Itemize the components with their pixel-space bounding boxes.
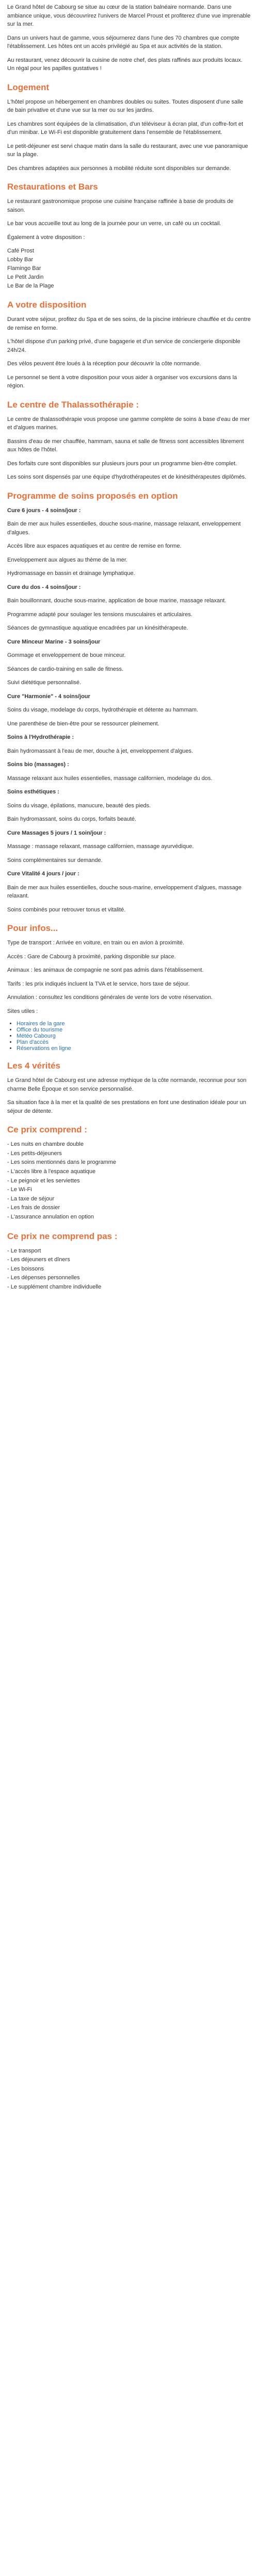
section-thalasso [7, 400, 251, 482]
paragraph: L'hôtel dispose d'un parking privé, d'une bagagerie et d'un service de conciergerie disponible 24h/24. [7, 338, 240, 353]
cure-title: Cure Minceur Marine - 3 soins/jour [7, 638, 101, 645]
included-item: - Les nuits en chambre double [7, 1141, 84, 1148]
cure-line: Gommage et enveloppement de boue minceur. [7, 652, 126, 659]
included-item: - L'assurance annulation en option [7, 1213, 94, 1220]
paragraph: Les soins sont dispensés par une équipe d'hydrothérapeutes et de kinésithérapeutes diplômés. [7, 474, 247, 481]
cure-group [7, 788, 251, 824]
section-title: Ce prix ne comprend pas : [7, 1231, 118, 1241]
cure-title: Soins à l'Hydrothérapie : [7, 734, 74, 741]
included-item: - Les soins mentionnés dans le programme [7, 1159, 116, 1166]
useful-link[interactable]: Météo Cabourg [17, 1033, 56, 1040]
cure-line: Bain de mer aux huiles essentielles, douche sous-marine, massage relaxant, enveloppement d'algues. [7, 521, 241, 536]
useful-link[interactable]: Horaires de la gare [17, 1021, 65, 1027]
section-title: A votre disposition [7, 300, 87, 310]
section-infos [7, 923, 251, 1052]
paragraph: Animaux : les animaux de compagnie ne sont pas admis dans l'établissement. [7, 967, 204, 974]
cure-line: Une parenthèse de bien-être pour se ressourcer pleinement. [7, 720, 159, 727]
paragraph: Le Grand hôtel de Cabourg est une adresse mythique de la côte normande, reconnue pour son charme Belle Époque et son service personnalisé. [7, 1077, 247, 1092]
section-title: Restaurations et Bars [7, 182, 98, 192]
paragraph: Le restaurant gastronomique propose une cuisine française raffinée à base de produits de saison. [7, 198, 234, 213]
cure-line: Soins du visage, épilations, manucure, beauté des pieds. [7, 802, 151, 809]
cure-line: Bain hydromassant à l'eau de mer, douche à jet, enveloppement d'algues. [7, 748, 194, 754]
bar-item: Le Bar de la Plage [7, 283, 54, 290]
paragraph: Type de transport : Arrivée en voiture, en train ou en avion à proximité. [7, 940, 185, 946]
bar-item: Café Prost [7, 248, 34, 254]
paragraph: Bassins d'eau de mer chauffée, hammam, sauna et salle de fitness sont accessibles librement aux hôtes de l'hôtel. [7, 438, 244, 453]
cure-group [7, 692, 251, 728]
useful-link[interactable]: Réservations en ligne [17, 1045, 71, 1052]
cure-title: Cure du dos - 4 soins/jour : [7, 584, 81, 590]
paragraph: Des chambres adaptées aux personnes à mobilité réduite sont disponibles sur demande. [7, 165, 231, 172]
included-item: - Le peignoir et les serviettes [7, 1177, 80, 1184]
cure-line: Soins combinés pour retrouver tonus et vitalité. [7, 906, 126, 913]
paragraph: L'hôtel propose un hébergement en chambres doubles ou suites. Toutes disposent d'une salle de bain privative et d'une vue sur la mer ou sur les jardins. [7, 98, 244, 113]
cure-title: Cure Vitalité 4 jours / jour : [7, 871, 79, 877]
useful-link[interactable]: Office du tourisme [17, 1027, 63, 1033]
excluded-item: - Le supplément chambre individuelle [7, 1283, 102, 1290]
cure-group [7, 638, 251, 687]
cure-title: Cure Massages 5 jours / 1 soin/jour : [7, 829, 106, 836]
cure-line: Bain de mer aux huiles essentielles, douche sous-marine, enveloppement d'algues, massage relaxant. [7, 884, 241, 900]
cure-line: Accès libre aux espaces aquatiques et au centre de remise en forme. [7, 543, 182, 550]
intro-paragraph: Dans un univers haut de gamme, vous séjournerez dans l'une des 70 chambres que compte l'établissement. Les hôtes ont un accès privilégié au Spa et aux activités de la station. [7, 35, 239, 49]
section-title: Logement [7, 82, 50, 92]
paragraph: Des vélos peuvent être loués à la réception pour découvrir la côte normande. [7, 361, 201, 367]
cure-group [7, 733, 251, 755]
useful-link-item [17, 1045, 251, 1052]
useful-link[interactable]: Plan d'accès [17, 1039, 49, 1046]
paragraph: Durant votre séjour, profitez du Spa et de ses soins, de la piscine intérieure chauffée et du centre de remise en forme. [7, 316, 251, 331]
cure-line: Massage relaxant aux huiles essentielles, massage californien, modelage du dos. [7, 775, 213, 782]
section-title: Ce prix comprend : [7, 1125, 87, 1135]
intro-paragraph: Au restaurant, venez découvrir la cuisine de notre chef, des plats raffinés aux produits locaux. Un régal pour les papilles gustatives ! [7, 57, 243, 72]
cure-group [7, 583, 251, 633]
paragraph: Le personnel se tient à votre disposition pour vous aider à organiser vos excursions dans la région. [7, 374, 237, 389]
cure-line: Séances de gymnastique aquatique encadrées par un kinésithérapeute. [7, 625, 188, 632]
section-restauration [7, 182, 251, 291]
intro-paragraph: Le Grand hôtel de Cabourg se situe au cœur de la station balnéaire normande. Dans une ambiance unique, vous découvrirez l'univers de Marcel Proust et profiterez d'une vue imprenable sur la mer. [7, 4, 251, 27]
paragraph: Tarifs : les prix indiqués incluent la TVA et le service, hors taxe de séjour. [7, 980, 190, 987]
excluded-item: - Les dépenses personnelles [7, 1275, 80, 1281]
menu-title: Également à votre disposition : [7, 234, 85, 241]
cure-line: Séances de cardio-training en salle de fitness. [7, 666, 124, 672]
cure-group [7, 506, 251, 578]
paragraph: Des forfaits cure sont disponibles sur plusieurs jours pour un programme bien-être complet. [7, 460, 237, 467]
excluded-item: - Les boissons [7, 1265, 44, 1272]
cure-line: Suivi diététique personnalisé. [7, 680, 82, 686]
section-programme [7, 491, 251, 914]
included-item: - Le Wi-Fi [7, 1187, 32, 1193]
cure-line: Soins complémentaires sur demande. [7, 857, 103, 863]
section-prix-ne-comprend [7, 1231, 251, 1292]
section-disposition [7, 300, 251, 391]
bar-list [7, 247, 251, 291]
paragraph: Le centre de thalassothérapie vous propose une gamme complète de soins à base d'eau de mer et d'algues marines. [7, 416, 250, 431]
section-title: Programme de soins proposés en option [7, 490, 178, 501]
included-item: - L'accès libre à l'espace aquatique [7, 1168, 96, 1175]
excluded-list [7, 1247, 251, 1292]
useful-link-item [17, 1039, 251, 1045]
cure-line: Enveloppement aux algues au thème de la mer. [7, 556, 127, 563]
section-logement [7, 82, 251, 173]
paragraph: Sa situation face à la mer et la qualité de ses prestations en font une destination idéale pour un séjour de détente. [7, 1099, 246, 1114]
useful-link-item [17, 1027, 251, 1033]
section-title: Les 4 vérités [7, 1061, 61, 1071]
paragraph: Le bar vous accueille tout au long de la journée pour un verre, un café ou un cocktail. [7, 221, 221, 227]
included-item: - La taxe de séjour [7, 1195, 55, 1202]
cure-line: Bain bouillonnant, douche sous-marine, application de boue marine, massage relaxant. [7, 598, 227, 604]
paragraph: Les chambres sont équipées de la climatisation, d'un téléviseur à écran plat, d'un coffre-fort et d'un minibar. Le Wi-Fi est disponible gratuitement dans l'ensemble de l'établissement. [7, 121, 244, 135]
bar-item: Lobby Bar [7, 257, 34, 263]
cure-line: Massage : massage relaxant, massage californien, massage ayurvédique. [7, 843, 194, 850]
intro [7, 3, 251, 73]
cure-title: Cure 6 jours - 4 soins/jour : [7, 507, 81, 514]
bar-item: Flamingo Bar [7, 265, 41, 272]
included-item: - Les petits-déjeuners [7, 1150, 62, 1157]
cure-group [7, 760, 251, 783]
links-title: Sites utiles : [7, 1008, 38, 1014]
cure-title: Soins bio (massages) : [7, 761, 69, 768]
section-title: Pour infos... [7, 923, 58, 934]
cure-line: Soins du visage, modelage du corps, hydrothérapie et détente au hammam. [7, 707, 198, 714]
cure-group [7, 829, 251, 865]
section-title: Le centre de Thalassothérapie : [7, 399, 139, 410]
cure-group [7, 870, 251, 914]
cure-title: Soins esthétiques : [7, 789, 59, 795]
bar-item: Le Petit Jardin [7, 274, 44, 281]
useful-link-item [17, 1033, 251, 1039]
cure-line: Programme adapté pour soulager les tensions musculaires et articulaires. [7, 611, 192, 618]
cure-title: Cure "Harmonie" - 4 soins/jour [7, 693, 90, 700]
paragraph: Annulation : consultez les conditions générales de vente lors de votre réservation. [7, 994, 213, 1001]
cure-line: Hydromassage en bassin et drainage lymphatique. [7, 570, 135, 577]
included-item: - Les frais de dossier [7, 1205, 60, 1211]
cure-line: Bain hydromassant, soins du corps, forfaits beauté. [7, 816, 137, 823]
excluded-item: - Les déjeuners et dîners [7, 1257, 70, 1263]
included-list [7, 1140, 251, 1222]
useful-links [7, 1021, 251, 1052]
section-verites [7, 1061, 251, 1115]
paragraph: Accès : Gare de Cabourg à proximité, parking disponible sur place. [7, 953, 176, 960]
excluded-item: - Le transport [7, 1247, 41, 1254]
useful-link-item [17, 1021, 251, 1027]
paragraph: Le petit-déjeuner est servi chaque matin dans la salle du restaurant, avec une vue panoramique sur la plage. [7, 143, 248, 158]
section-prix-comprend [7, 1125, 251, 1222]
